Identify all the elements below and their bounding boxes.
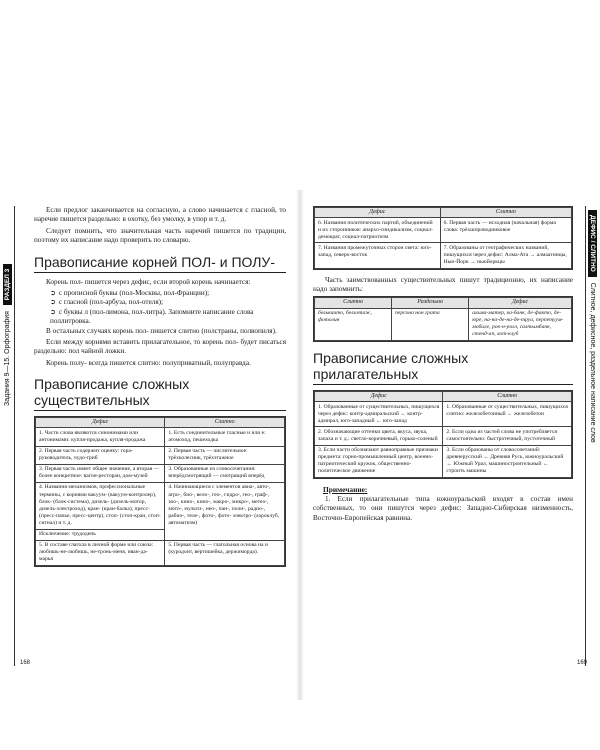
table-cell: 6. Названия политических партий, объединений и их сторонников: анархо-синдикализм, социал-демократ, социал-патриотизм bbox=[315, 218, 441, 243]
adj-table bbox=[314, 391, 572, 478]
table-header: Слитно bbox=[165, 418, 285, 428]
table-row bbox=[315, 243, 572, 268]
table-cell: персона нон грата bbox=[392, 308, 469, 340]
table-cell: 2. Первая часть содержит оценку: гора-руководитель, чудо-гриб bbox=[36, 446, 165, 464]
table-cell: 5. В составе глагола в личной форме или союза: любишь-не-любишь, не-тронь-меня, иван-да-марья bbox=[36, 540, 165, 565]
table-row bbox=[315, 308, 572, 340]
table-cell: 7. Названия промежуточных сторон света: юго-запад, северо-восток bbox=[315, 243, 441, 268]
table-row bbox=[36, 446, 285, 464]
table-header: Слитно bbox=[440, 208, 571, 218]
table-row bbox=[36, 428, 285, 446]
table-header: Дефис bbox=[469, 298, 572, 308]
table-header: Раздельно bbox=[392, 298, 469, 308]
table-cell: белькаито, бельэтаж, фотолин bbox=[315, 308, 392, 340]
heading-pol-polu: Правописание корней ПОЛ- и ПОЛУ- bbox=[34, 254, 286, 273]
book-gutter bbox=[296, 190, 304, 700]
table-cell: Исключение: трудодень bbox=[36, 529, 165, 540]
table-cell: 7. Образованы от географических названий, пишущихся через дефис: Алма-Ата → алмаатинцы, Нью-Йорк → ньюйоркцы bbox=[440, 243, 571, 268]
note-title: Примечание: bbox=[323, 484, 368, 494]
page-number-right: 169 bbox=[577, 660, 588, 666]
pol-bullet-text: с гласной (пол-арбуза, пол-отеля); bbox=[58, 298, 164, 307]
table-header: Дефис bbox=[315, 391, 443, 401]
right-side-badge: ДЕФИС / СЛИТНО bbox=[588, 210, 597, 277]
top-nouns-table bbox=[314, 207, 572, 269]
right-side-label bbox=[588, 210, 597, 443]
pol-bullet-text: с буквы л (пол-лимона, пол-литра). Запомните написание слова поллитровка. bbox=[50, 307, 254, 326]
table-header: Слитно bbox=[315, 298, 392, 308]
heading-compound-adjectives: Правописание сложных прилагательных bbox=[313, 350, 573, 385]
pol-bullet bbox=[50, 298, 286, 307]
intro-paragraph: Следует помнить, что значительная часть наречий пишется по традиции, поэтому их написание надо проверить по словарю. bbox=[34, 226, 286, 245]
right-page bbox=[307, 206, 600, 676]
table-cell: 6. Первая часть — исходная (начальная) форма слова: трёхшпроводниковое bbox=[440, 218, 571, 243]
table-row bbox=[315, 445, 572, 477]
table-cell: 2. Если одна из частей слова не употребляется самостоятельно: быстротечный, пустотечный bbox=[443, 427, 572, 445]
left-page bbox=[0, 206, 293, 676]
table-cell: 3. Если образованы от словосочетаний: древнерусский ← Древняя Русь, южноуральский ← Южный Урал, машиностроительный ← строить машины bbox=[443, 445, 572, 477]
table-cell: 2. Обозначающие оттенки цвета, вкуса, звука, запаха и т. д.: светло-коричневый, горько-соленый bbox=[315, 427, 443, 445]
nouns-table bbox=[35, 417, 285, 566]
intro-paragraph: Если предлог заканчивается на согласную, а слово начинается с гласной, то наречие пишется раздельно: в охотку, без умолку, в упор и т. д. bbox=[34, 206, 286, 224]
table-row bbox=[315, 402, 572, 427]
table-row bbox=[36, 540, 285, 565]
loan-table-wrap bbox=[313, 296, 573, 341]
table-header: Слитно bbox=[443, 391, 572, 401]
loan-table bbox=[314, 297, 572, 340]
pol-bullet bbox=[50, 289, 286, 298]
table-row bbox=[315, 218, 572, 243]
table-row bbox=[36, 464, 285, 482]
arrow-icon: ➲ bbox=[50, 289, 56, 298]
table-cell: 4. Начинающиеся с элементов авиа-, авто-, агро-, био-, вело-, гео-, гидро-, гео-, граф-, зоо-, кино-, кино-, макро-, микро-, метео-, мото-, мульти-, нео-, пан-, поли-, радио-, рабио-, теле-, фото-, фото- электро- (аэроклуб, автоматизм) bbox=[165, 482, 285, 540]
top-table-wrap bbox=[313, 206, 573, 270]
table-cell: 3. Образованные из словосочетания: вперёдсмотрящий — смотрящий вперёд bbox=[165, 464, 285, 482]
table-cell: 1. Образованные от существительных, пишущихся слитно: железобетонный ← железобетон bbox=[443, 402, 572, 427]
pol-after: В остальных случаях корень пол- пишется слитно (полстраны, полвопиля). bbox=[46, 326, 277, 335]
table-cell: 3. Если части обозначают равноправные признаки предмета: горно-промышленный центр, военно-патриотический кружок, общественно-политическое движение bbox=[315, 445, 443, 477]
right-side-tab bbox=[585, 206, 600, 666]
pol-bullet bbox=[50, 308, 286, 327]
heading-compound-nouns: Правописание сложных существительных bbox=[34, 376, 286, 411]
loan-text: Часть заимствованных существительных пишут традиционно, их написание надо запомнить: bbox=[313, 275, 573, 294]
table-header: Дефис bbox=[315, 208, 441, 218]
arrow-icon: ➲ bbox=[50, 307, 56, 316]
left-side-badge: РАЗДЕЛ 3 bbox=[3, 264, 12, 305]
pol-after: Если между корнями вставить прилагательное, то корень пол- будет писаться раздельно: пол чайной ложки. bbox=[34, 338, 286, 356]
table-cell: альма-матер, ва-банк, де-факто, де-юре, на-на-де-на-де-труа, перпетуум-мобиле, рок-н-ролл, салтымбанк, стенд-ап, хот-клуб bbox=[469, 308, 572, 340]
adj-table-wrap bbox=[313, 390, 573, 479]
table-cell: 5. Первая часть — глагольная основа на и (куродоит, вертишейка, держиморда). bbox=[165, 540, 285, 565]
table-cell: 1. Части слова являются синонимами или антонимами: купля-продажа, купля-продажа bbox=[36, 428, 165, 446]
pol-after: Корень полу- всегда пишется слитно: полуприватный, полуправда. bbox=[46, 358, 251, 367]
note-text: 1. Если прилагательные типа южноуральский входят в состав имен собственных, то они пишутся через дефис: Западно-Сибирская низменность, Восточно-Европейская равнина. bbox=[313, 494, 573, 522]
table-cell: 1. Есть соединительные гласные и или е: атомоход, пешеходка bbox=[165, 428, 285, 446]
pol-bullet-text: с прописной буквы (пол-Москвы, пол-Франции); bbox=[58, 289, 210, 298]
pol-lead: Корень пол- пишется через дефис, если второй корень начинается: bbox=[46, 277, 251, 286]
left-content bbox=[34, 206, 286, 567]
table-cell: 3. Первая часть имеет общее значение, а вторая — более конкретное: вагон-ресторан, дом-музей bbox=[36, 464, 165, 482]
table-cell: 2. Первая часть — числительное: трёхколесник, трёхэтажное bbox=[165, 446, 285, 464]
arrow-icon: ➲ bbox=[50, 298, 56, 307]
table-cell: 1. Образованные от существительных, пишущихся через дефис: контр-адмиральский ← контр-адмирал, юго-западный ← юго-запад bbox=[315, 402, 443, 427]
table-row bbox=[36, 482, 285, 529]
table-cell: 4. Названия механизмов, профессиональные термины, с корнями вакуум- (вакуум-контролер), блок- (блок-система), дизель- (дизель-мотор, дизель-электроход), кран- (кран-балка), пресс- (пресс-папье, пресс-центр), стоп- (стоп-кран, стоп-сигнал) и т. д. bbox=[36, 482, 165, 529]
right-side-text: Слитное, дефисное, раздельное написание слов bbox=[589, 282, 596, 443]
nouns-table-wrap bbox=[34, 416, 286, 567]
left-side-text: Задания 9—15. Орфография bbox=[4, 311, 11, 406]
table-header: Дефис bbox=[36, 418, 165, 428]
right-content bbox=[313, 206, 573, 525]
page-number-left: 168 bbox=[20, 660, 31, 666]
table-row bbox=[315, 427, 572, 445]
